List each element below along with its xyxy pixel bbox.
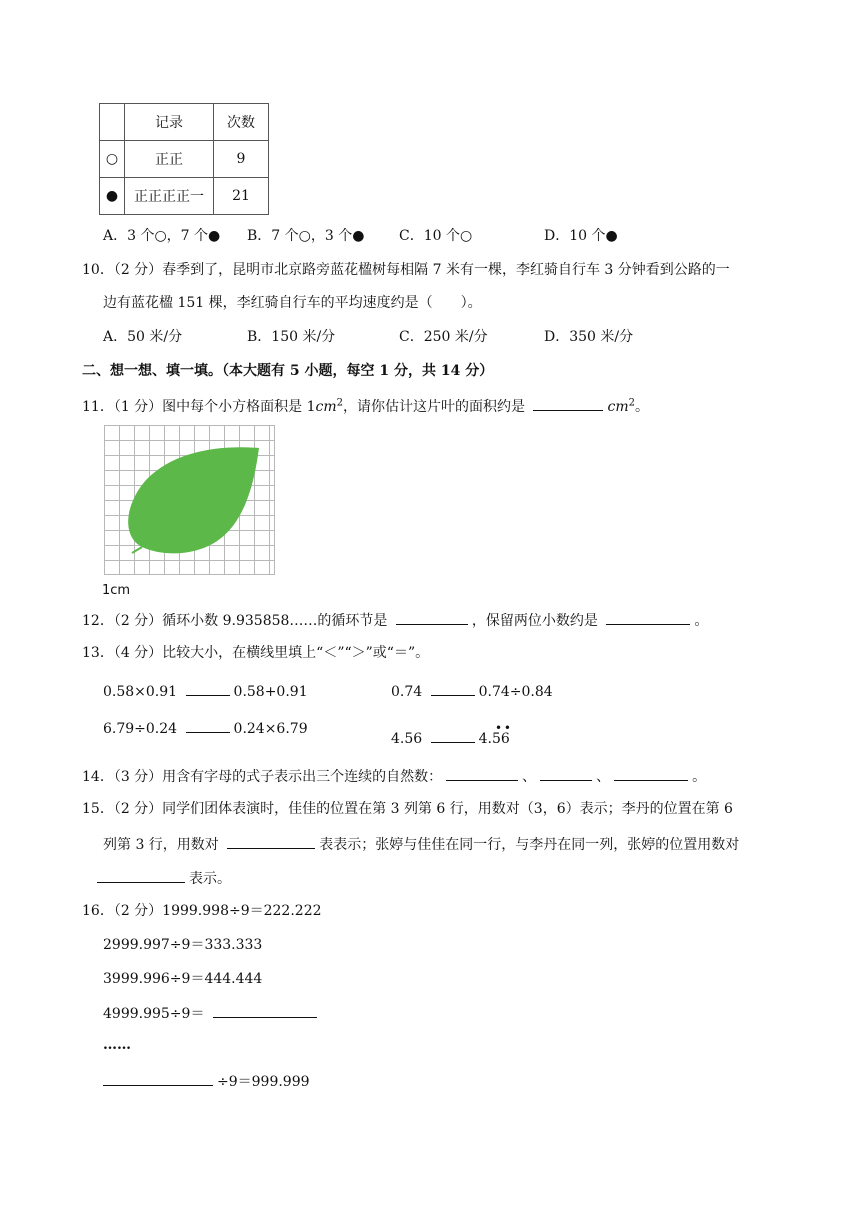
leaf-grid-figure: [104, 425, 276, 577]
q13-row2-left: [103, 718, 308, 738]
q16-blank-2[interactable]: [103, 1071, 213, 1086]
digit: 5: [491, 731, 501, 747]
q11-answer-blank[interactable]: [533, 396, 603, 411]
q11-text: 11．（1 分）图中每个小方格面积是 $1cm^2$，请你估计这片叶的面积约是 $cm^2$。: [82, 397, 649, 415]
q9-option-c: C．10 个○: [399, 228, 473, 244]
q11-unit: cm: [315, 399, 337, 415]
q11-end: 。: [634, 399, 649, 415]
q16-line6: [103, 1071, 310, 1091]
q13-row2-right: [391, 721, 511, 748]
table-cell-symbol: ●: [100, 178, 125, 215]
q13-expr: 0.58×0.91: [103, 684, 178, 700]
table-cell-record: 正正正正一: [125, 178, 214, 215]
repeat-dot: •: [503, 721, 511, 735]
q10-line2: 边有蓝花楹 151 棵，李红骑自行车的平均速度约是（ ）。: [103, 295, 482, 311]
q10-option-b: B．150 米/分: [247, 329, 336, 345]
leaf-stem: [132, 547, 142, 553]
q16-ellipsis: ……: [103, 1037, 131, 1053]
q16-blank-1[interactable]: [213, 1003, 317, 1018]
q15-text: 表表示；张婷与佳佳在同一行，与李丹在同一列，张婷的位置用数对: [319, 837, 740, 853]
q10-option-a: A．50 米/分: [103, 329, 183, 345]
table-header-cell: 次数: [214, 104, 269, 141]
q13-expr: 4.56: [391, 731, 423, 747]
q13-title: 13．（4 分）比较大小，在横线里填上“＜”“＞”或“＝”。: [82, 645, 430, 661]
q15-blank-2[interactable]: [97, 868, 185, 883]
digit: 6: [500, 731, 510, 747]
q13-blank[interactable]: [431, 681, 475, 696]
q12-text: [82, 610, 708, 630]
table-cell-record: 正正: [125, 141, 214, 178]
q16-line1: 16．（2 分）1999.998÷9＝222.222: [82, 903, 322, 919]
q14-text: [82, 766, 706, 786]
section-heading: 二、想一想、填一填。（本大题有 5 小题，每空 1 分，共 14 分）: [82, 363, 494, 379]
q16-line3: 3999.996÷9＝444.444: [103, 971, 263, 987]
table-cell-symbol: ○: [100, 141, 125, 178]
q13-row1-right: [391, 681, 553, 701]
q13-blank[interactable]: [431, 728, 475, 743]
q14-blank-2[interactable]: [540, 766, 592, 781]
table-row: [100, 141, 269, 178]
q12-part-b: ，保留两位小数约是: [471, 613, 598, 629]
q16-line4: [103, 1003, 321, 1023]
q10-option-c: C．250 米/分: [399, 329, 488, 345]
q11-prefix: 11．（1 分）图中每个小方格面积是 1: [82, 399, 316, 415]
q12-blank-1[interactable]: [396, 610, 468, 625]
q11-unit-2: cm: [607, 399, 629, 415]
q14-sep: 、: [522, 769, 537, 785]
q10-option-d: D．350 米/分: [544, 329, 634, 345]
table-row: [100, 178, 269, 215]
q15-line2: [103, 834, 739, 854]
q13-expr: 0.74: [391, 684, 423, 700]
repeating-digit: [500, 721, 511, 748]
q9-option-b: B．7 个○，3 个●: [247, 228, 365, 244]
q15-line3: [97, 868, 231, 888]
q13-expr: 0.24×6.79: [233, 721, 308, 737]
q14-blank-1[interactable]: [446, 766, 518, 781]
q12-part-a: 12．（2 分）循环小数 9.935858……的循环节是: [82, 613, 388, 629]
table-cell-count: 9: [214, 141, 269, 178]
q16-line2: 2999.997÷9＝333.333: [103, 937, 263, 953]
q12-blank-2[interactable]: [606, 610, 690, 625]
q15-text: 列第 3 行，用数对: [103, 837, 219, 853]
q13-row1-left: [103, 681, 308, 701]
q13-expr: 4.: [478, 731, 492, 747]
q11-mid: ，请你估计这片叶的面积约是: [343, 399, 526, 415]
table-cell-count: 21: [214, 178, 269, 215]
tally-table: [99, 103, 269, 215]
q14-sep: 、: [596, 769, 611, 785]
q13-expr: 0.74÷0.84: [478, 684, 553, 700]
q14-prompt: 14．（3 分）用含有字母的式子表示出三个连续的自然数：: [82, 769, 443, 785]
q10-line1: 10．（2 分）春季到了，昆明市北京路旁蓝花楹树每相隔 7 米有一棵，李红骑自行车 3 分钟看到公路的一: [82, 262, 730, 278]
q9-option-d: D．10 个●: [544, 228, 618, 244]
repeat-dot: •: [494, 721, 503, 735]
q12-part-c: 。: [694, 613, 709, 629]
q13-expr: 0.58+0.91: [233, 684, 308, 700]
q14-blank-3[interactable]: [614, 766, 688, 781]
table-header-row: [100, 104, 269, 141]
q13-expr: 6.79÷0.24: [103, 721, 178, 737]
q16-text: 4999.995÷9＝: [103, 1006, 205, 1022]
q15-line1: 15．（2 分）同学们团体表演时，佳佳的位置在第 3 列第 6 行，用数对（3，6）表示；李丹的位置在第 6: [82, 801, 733, 817]
grid-scale-label: 1cm: [102, 583, 131, 598]
q13-blank[interactable]: [186, 718, 230, 733]
q15-blank-1[interactable]: [227, 834, 315, 849]
table-header-cell: 记录: [125, 104, 214, 141]
repeating-digit: [491, 721, 503, 748]
q13-blank[interactable]: [186, 681, 230, 696]
q14-end: 。: [692, 769, 707, 785]
q9-option-a: A．3 个○，7 个●: [103, 228, 221, 244]
table-header-cell: [100, 104, 125, 141]
q16-text: ÷9＝999.999: [217, 1074, 310, 1090]
q15-text: 表示。: [189, 871, 231, 887]
